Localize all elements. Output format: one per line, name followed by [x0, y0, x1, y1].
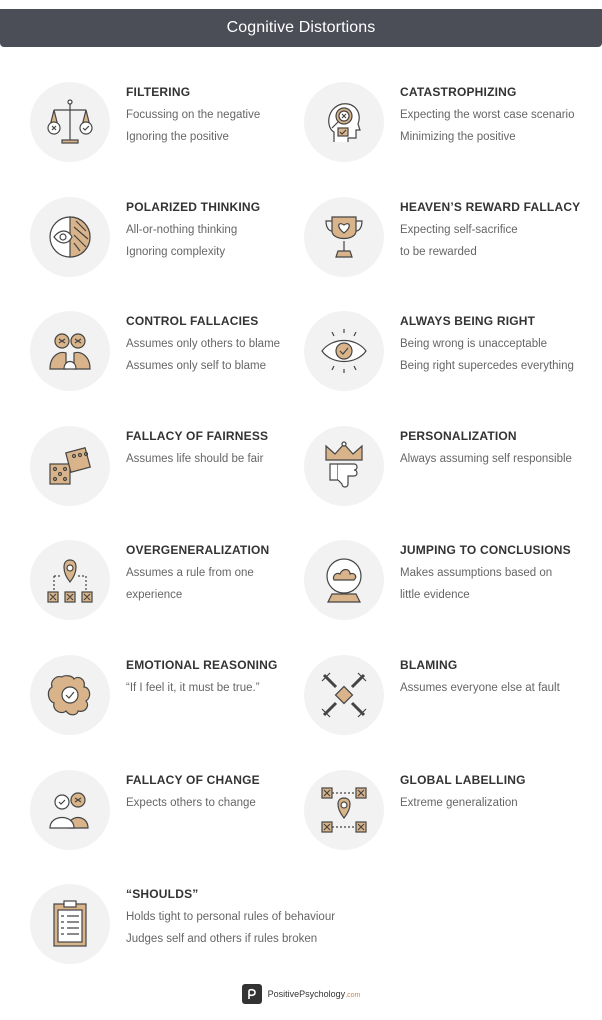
- item-line: Minimizing the positive: [400, 131, 516, 143]
- item-title: HEAVEN’S REWARD FALLACY: [400, 200, 581, 214]
- item-title: EMOTIONAL REASONING: [126, 658, 278, 672]
- item-line: Ignoring the positive: [126, 131, 229, 143]
- pin-network-icon: [316, 782, 372, 838]
- item-line: Ignoring complexity: [126, 246, 226, 258]
- icon-circle: [30, 311, 110, 391]
- icon-circle: [304, 197, 384, 277]
- list-item-control-fallacies: [30, 311, 330, 401]
- two-people-icon: [42, 323, 98, 379]
- item-line: Assumes a rule from one: [126, 567, 254, 579]
- icon-circle: [304, 770, 384, 850]
- dice-icon: [42, 438, 98, 494]
- item-title: OVERGENERALIZATION: [126, 543, 270, 557]
- brain-check-icon: [42, 667, 98, 723]
- item-title: JUMPING TO CONCLUSIONS: [400, 543, 571, 557]
- list-item-global-labelling: [304, 770, 602, 860]
- icon-circle: [30, 82, 110, 162]
- icon-circle: [30, 197, 110, 277]
- list-item-fallacy-of-change: [30, 770, 330, 860]
- pointing-hands-icon: [316, 667, 372, 723]
- icon-circle: [30, 770, 110, 850]
- item-line: Holds tight to personal rules of behaviour: [126, 911, 336, 923]
- item-line: Assumes life should be fair: [126, 453, 264, 465]
- item-line: experience: [126, 589, 183, 601]
- list-item-emotional-reasoning: [30, 655, 330, 745]
- scales-icon: [42, 94, 98, 150]
- item-line: Focussing on the negative: [126, 109, 261, 121]
- item-line: Assumes everyone else at fault: [400, 682, 560, 694]
- item-line: “If I feel it, it must be true.”: [126, 682, 260, 694]
- half-eye-circle-icon: [42, 209, 98, 265]
- list-item-filtering: [30, 82, 330, 172]
- head-magnifier-icon: [316, 94, 372, 150]
- item-line: Judges self and others if rules broken: [126, 933, 318, 945]
- page-header: [0, 9, 602, 47]
- list-item-always-being-right: [304, 311, 602, 401]
- icon-circle: [304, 540, 384, 620]
- item-title: BLAMING: [400, 658, 458, 672]
- pin-boxes-icon: [42, 552, 98, 608]
- list-item-jumping-to-conclusions: [304, 540, 602, 630]
- list-item-personalization: [304, 426, 602, 516]
- footer: [0, 984, 602, 1004]
- item-line: Being wrong is unacceptable: [400, 338, 548, 350]
- item-title: PERSONALIZATION: [400, 429, 517, 443]
- item-title: GLOBAL LABELLING: [400, 773, 526, 787]
- two-people-check-icon: [42, 782, 98, 838]
- icon-circle: [30, 540, 110, 620]
- eye-check-icon: [316, 323, 372, 379]
- heart-trophy-icon: [316, 209, 372, 265]
- brand-name: PositivePsychology.com: [267, 989, 361, 999]
- item-title: POLARIZED THINKING: [126, 200, 261, 214]
- item-line: Expecting self-sacrifice: [400, 224, 518, 236]
- icon-circle: [30, 884, 110, 964]
- icon-circle: [304, 311, 384, 391]
- item-line: All-or-nothing thinking: [126, 224, 238, 236]
- item-line: Extreme generalization: [400, 797, 518, 809]
- item-line: Assumes only others to blame: [126, 338, 281, 350]
- list-item-polarized-thinking: [30, 197, 330, 287]
- item-title: FALLACY OF CHANGE: [126, 773, 260, 787]
- item-line: Expecting the worst case scenario: [400, 109, 575, 121]
- list-item-fallacy-of-fairness: [30, 426, 330, 516]
- item-title: ALWAYS BEING RIGHT: [400, 314, 536, 328]
- icon-circle: [30, 426, 110, 506]
- page-title: Cognitive Distortions: [226, 19, 376, 36]
- item-line: Being right supercedes everything: [400, 360, 574, 372]
- list-item-heavens-reward: [304, 197, 602, 287]
- item-line: Always assuming self responsible: [400, 453, 572, 465]
- item-title: FALLACY OF FAIRNESS: [126, 429, 269, 443]
- icon-circle: [304, 655, 384, 735]
- list-item-shoulds: [30, 884, 336, 974]
- item-line: to be rewarded: [400, 246, 477, 258]
- icon-circle: [304, 82, 384, 162]
- list-item-catastrophizing: [304, 82, 602, 172]
- list-item-blaming: [304, 655, 602, 745]
- crown-thumbs-down-icon: [316, 438, 372, 494]
- item-line: little evidence: [400, 589, 470, 601]
- icon-circle: [30, 655, 110, 735]
- item-line: Expects others to change: [126, 797, 256, 809]
- item-line: Makes assumptions based on: [400, 567, 553, 579]
- icon-circle: [304, 426, 384, 506]
- clipboard-icon: [42, 896, 98, 952]
- item-title: CONTROL FALLACIES: [126, 314, 259, 328]
- item-line: Assumes only self to blame: [126, 360, 266, 372]
- brand-logo-icon: [242, 984, 262, 1004]
- item-title: FILTERING: [126, 85, 191, 99]
- list-item-overgeneralization: [30, 540, 330, 630]
- item-title: “SHOULDS”: [126, 887, 199, 901]
- item-title: CATASTROPHIZING: [400, 85, 517, 99]
- crystal-ball-icon: [316, 552, 372, 608]
